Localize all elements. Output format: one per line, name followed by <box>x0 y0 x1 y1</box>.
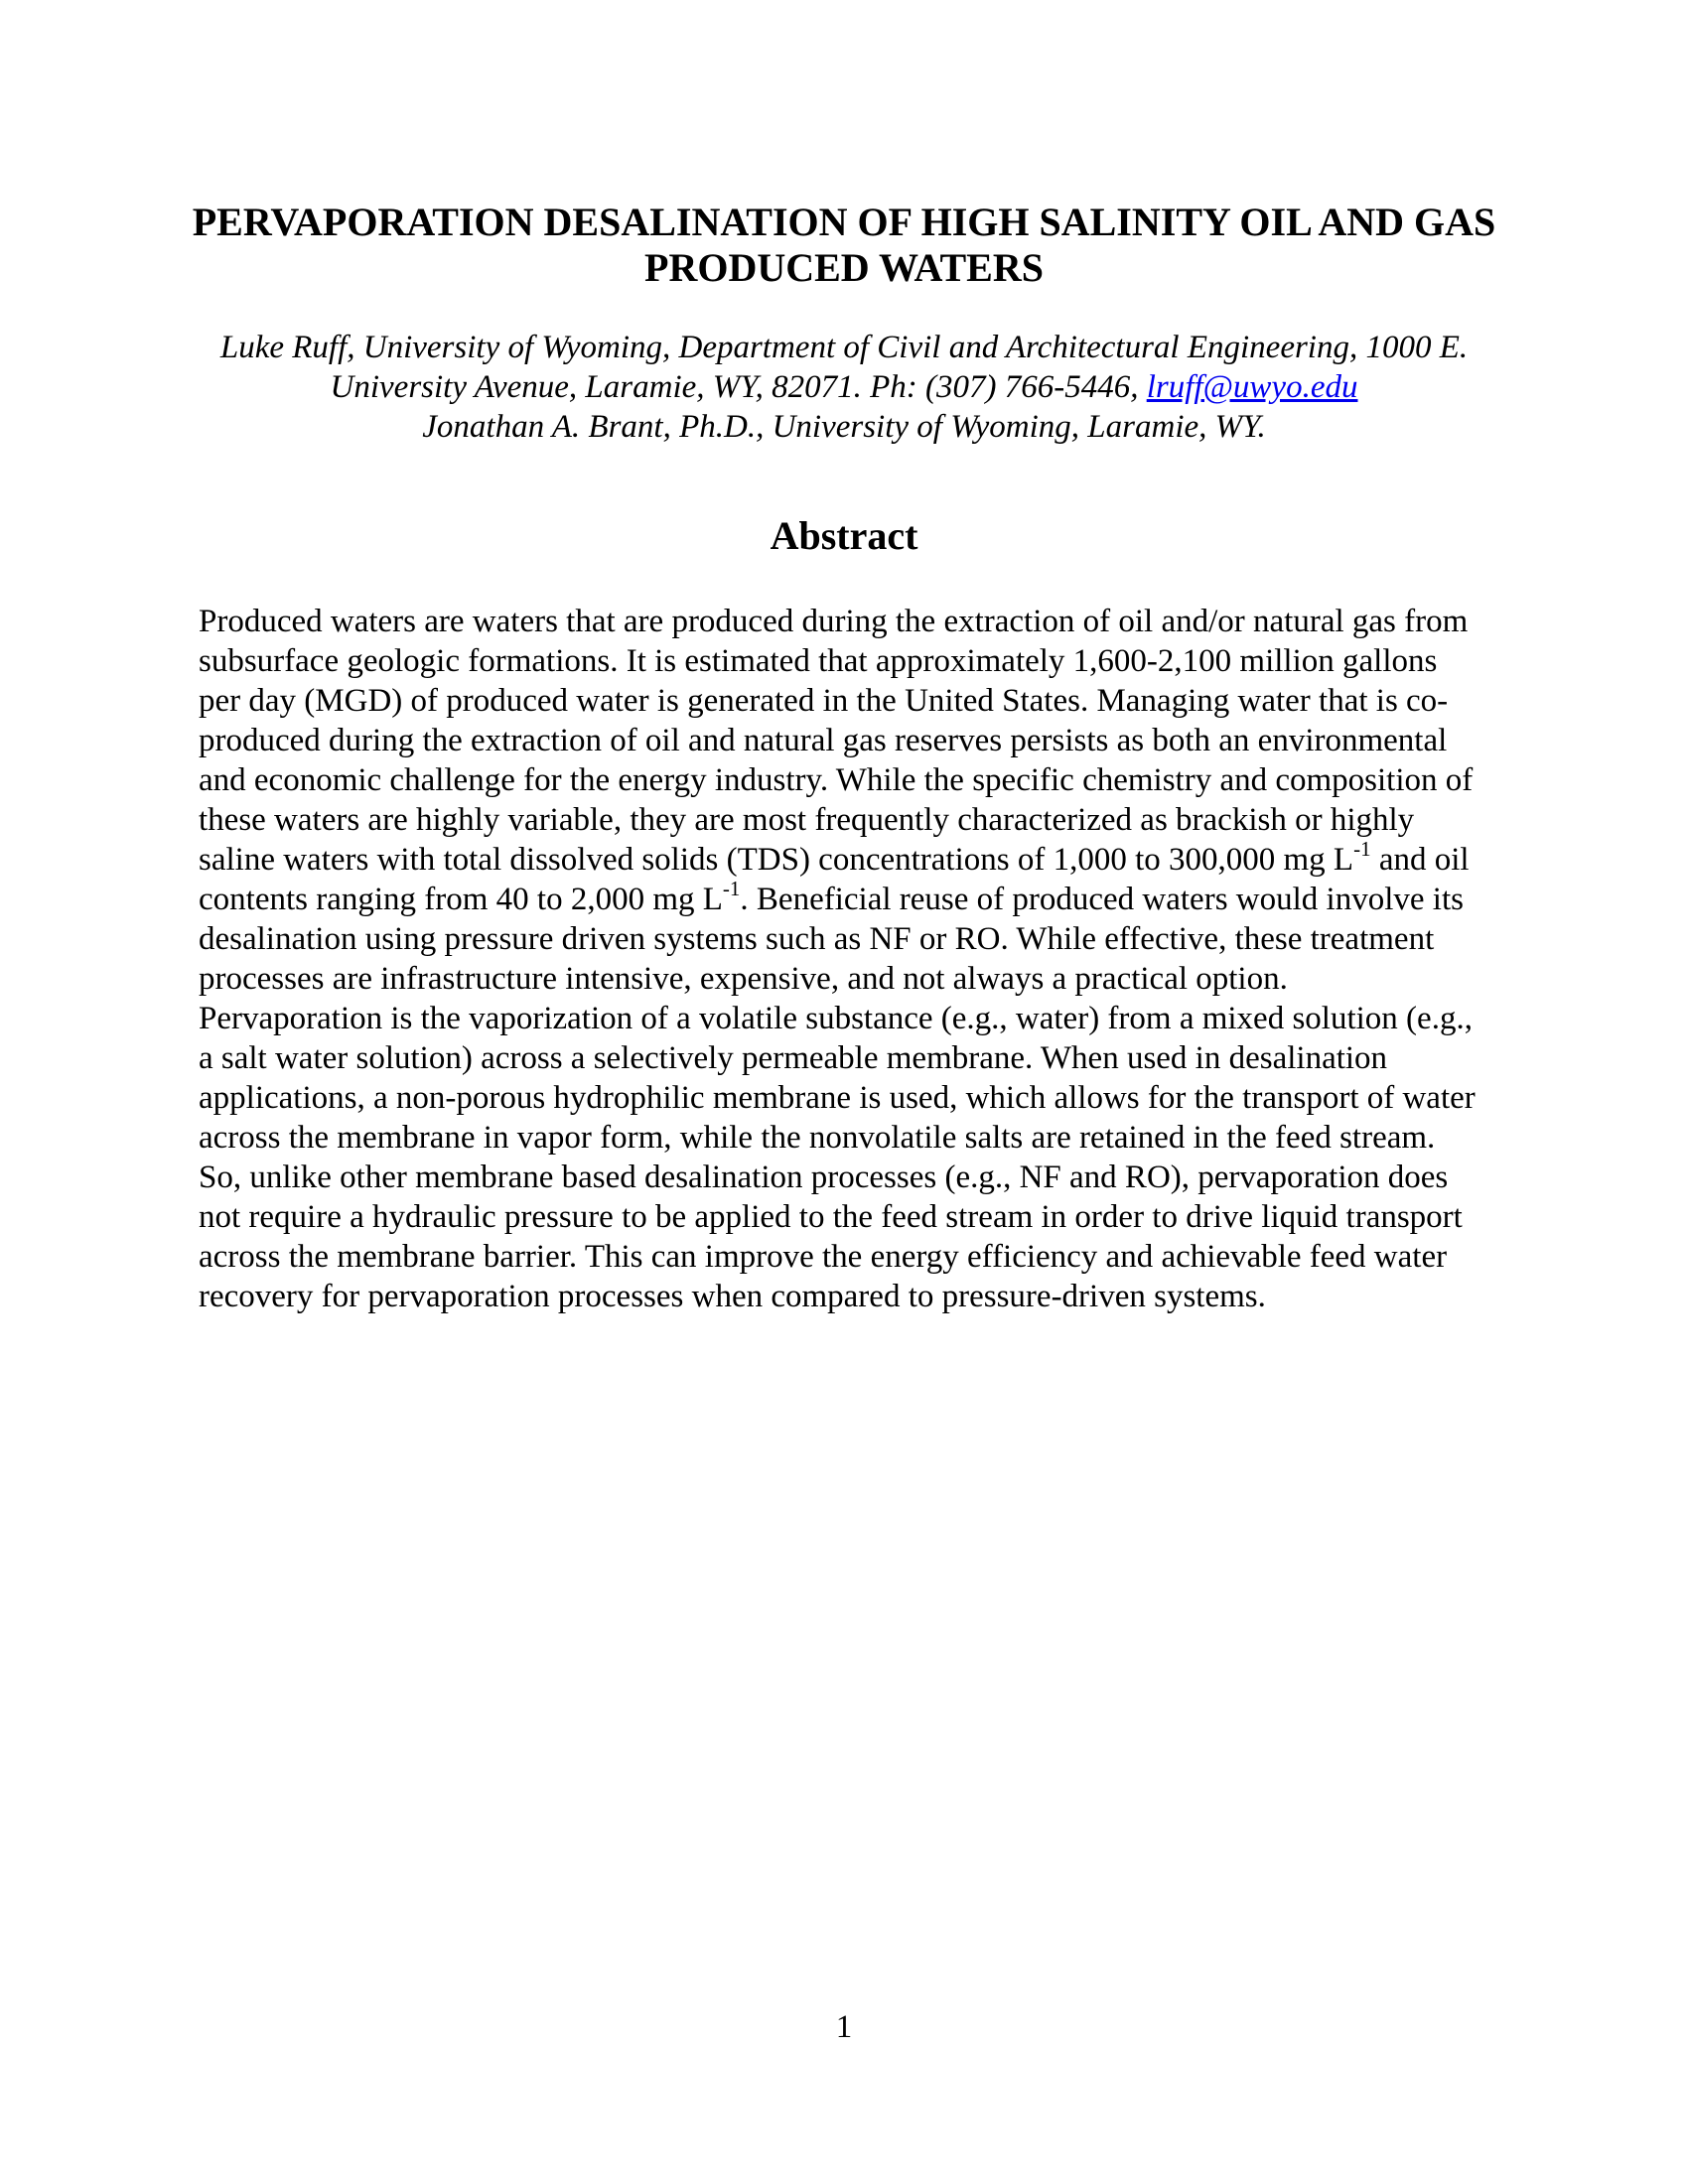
body-text: saline waters with total dissolved solids (TDS) concentrations of 1,000 to 300,000 mg L <box>199 842 1354 878</box>
body-text: across the membrane barrier. This can improve the energy efficiency and achievable feed water <box>199 1239 1448 1275</box>
body-line <box>199 760 1489 800</box>
body-text: across the membrane in vapor form, while the nonvolatile salts are retained in the feed stream. <box>199 1120 1436 1156</box>
email-link[interactable]: lruff@uwyo.edu <box>1146 369 1358 405</box>
superscript-text: -1 <box>1353 837 1371 861</box>
body-text: produced during the extraction of oil and natural gas reserves persists as both an environmental <box>199 723 1448 758</box>
author-line-3: Jonathan A. Brant, Ph.D., University of Wyoming, Laramie, WY. <box>422 409 1266 445</box>
author-line-2-text: University Avenue, Laramie, WY, 82071. Ph: (307) 766-5446, <box>330 369 1147 405</box>
body-text: and oil <box>1370 842 1470 878</box>
body-text: and economic challenge for the energy industry. While the specific chemistry and composition of <box>199 762 1474 798</box>
body-line <box>199 919 1489 959</box>
body-line <box>199 1038 1489 1078</box>
body-line <box>199 602 1489 641</box>
body-text: these waters are highly variable, they are most frequently characterized as brackish or highly <box>199 802 1415 838</box>
body-line <box>199 959 1489 999</box>
body-line <box>199 837 1489 880</box>
body-text: subsurface geologic formations. It is estimated that approximately 1,600-2,100 million gallons <box>199 643 1438 679</box>
body-text: Pervaporation is the vaporization of a volatile substance (e.g., water) from a mixed solution (e.g., <box>199 1001 1473 1036</box>
body-line <box>199 1118 1489 1158</box>
body-line <box>199 1277 1489 1316</box>
paper-title-line-1: PERVAPORATION DESALINATION OF HIGH SALINITY OIL AND GAS <box>192 200 1496 244</box>
body-text: a salt water solution) across a selectively permeable membrane. When used in desalination <box>199 1040 1388 1076</box>
body-text: desalination using pressure driven systems such as NF or RO. While effective, these treatment <box>199 921 1435 957</box>
body-line <box>199 877 1489 919</box>
body-line <box>199 1237 1489 1277</box>
author-line-2 <box>0 367 1688 407</box>
body-line <box>199 721 1489 760</box>
body-text: applications, a non-porous hydrophilic membrane is used, which allows for the transport of water <box>199 1080 1476 1116</box>
body-text: contents ranging from 40 to 2,000 mg L <box>199 882 723 917</box>
body-line <box>199 999 1489 1038</box>
body-line <box>199 1078 1489 1118</box>
body-text: Produced waters are waters that are produced during the extraction of oil and/or natural gas from <box>199 604 1469 639</box>
paper-title-line-2: PRODUCED WATERS <box>644 245 1044 290</box>
superscript-text: -1 <box>722 877 741 900</box>
body-text: not require a hydraulic pressure to be applied to the feed stream in order to drive liquid transport <box>199 1199 1463 1235</box>
page-number: 1 <box>835 2009 853 2045</box>
body-line <box>199 681 1489 721</box>
abstract-body <box>199 602 1489 1316</box>
body-text: So, unlike other membrane based desalination processes (e.g., NF and RO), pervaporation does <box>199 1160 1449 1195</box>
body-text: processes are infrastructure intensive, expensive, and not always a practical option. <box>199 961 1288 997</box>
body-line <box>199 1158 1489 1197</box>
paper-title <box>0 200 1688 291</box>
author-block <box>0 328 1688 447</box>
abstract-heading: Abstract <box>770 513 918 558</box>
author-line-1: Luke Ruff, University of Wyoming, Department of Civil and Architectural Engineering, 1000 E. <box>219 330 1469 365</box>
body-line <box>199 641 1489 681</box>
body-text: recovery for pervaporation processes when compared to pressure-driven systems. <box>199 1279 1266 1314</box>
body-line <box>199 1197 1489 1237</box>
body-text: . Beneficial reuse of produced waters would involve its <box>740 882 1464 917</box>
body-line <box>199 800 1489 840</box>
body-text: per day (MGD) of produced water is generated in the United States. Managing water that is co- <box>199 683 1449 719</box>
